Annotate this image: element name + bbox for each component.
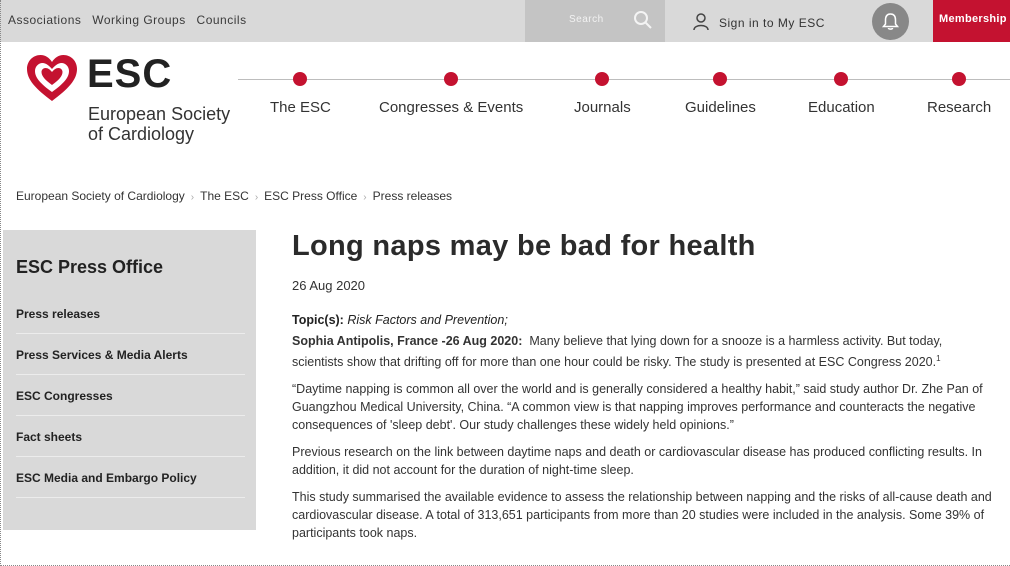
paragraph-1 (292, 332, 997, 371)
chevron-right-icon: › (190, 192, 195, 203)
sidebar-item-fact-sheets[interactable]: Fact sheets (16, 416, 245, 457)
nav-label: Guidelines (685, 99, 756, 116)
topics-value[interactable]: Risk Factors and Prevention; (347, 313, 508, 327)
nav-dot (834, 72, 848, 86)
chevron-right-icon: › (254, 192, 259, 203)
nav-dot (595, 72, 609, 86)
article-dateline: Sophia Antipolis, France -26 Aug 2020: (292, 334, 523, 348)
sign-in-link[interactable] (693, 13, 825, 31)
associations-link[interactable]: Associations (8, 13, 82, 27)
nav-dot (293, 72, 307, 86)
article-topics (292, 313, 997, 327)
utility-links (8, 13, 254, 27)
utility-bar (0, 0, 1010, 42)
sidebar (3, 230, 256, 530)
search-input[interactable]: Search (569, 14, 604, 25)
paragraph-3: Previous research on the link between daytime naps and death or cardiovascular disease has produced conflicting results. In addition, it did not account for the duration of night-time sleep. (292, 445, 982, 478)
nav-item-research[interactable] (927, 72, 991, 116)
membership-button[interactable]: Membership (933, 0, 1010, 42)
sidebar-item-press-services[interactable]: Press Services & Media Alerts (16, 334, 245, 375)
logo-line-1: European Society (88, 104, 231, 124)
sidebar-item-media-embargo-policy[interactable]: ESC Media and Embargo Policy (16, 457, 245, 498)
nav-dot (444, 72, 458, 86)
breadcrumb-press-office[interactable]: ESC Press Office (264, 189, 358, 203)
sidebar-item-esc-congresses[interactable]: ESC Congresses (16, 375, 245, 416)
logo-line-2: of Cardiology (88, 124, 195, 144)
search-icon[interactable] (633, 10, 653, 35)
nav-label: The ESC (270, 99, 331, 116)
article-date: 26 Aug 2020 (292, 278, 366, 293)
nav-item-journals[interactable] (574, 72, 631, 116)
nav-item-congresses-events[interactable] (379, 72, 523, 116)
chevron-right-icon: › (363, 192, 367, 203)
breadcrumb-the-esc[interactable]: The ESC (200, 189, 249, 203)
sidebar-menu (16, 293, 245, 498)
nav-dot (952, 72, 966, 86)
topics-label: Topic(s): (292, 313, 344, 327)
nav-label: Congresses & Events (379, 99, 524, 116)
breadcrumb (16, 189, 452, 203)
breadcrumb-press-releases[interactable]: Press releases (372, 189, 453, 203)
nav-dot (713, 72, 727, 86)
notifications-button[interactable] (872, 3, 909, 40)
bell-icon (881, 12, 900, 31)
footnote-ref[interactable]: 1 (936, 354, 941, 363)
nav-item-guidelines[interactable] (685, 72, 756, 116)
paragraph-2: “Daytime napping is common all over the world and is generally considered a healthy habit,” said study author Dr. Zhe Pan of Guangzhou Medical University, China. “A common view is that napping improves performance and counteracts the negative consequences of 'sleep debt'. Our study challenges these widely held opinions.” (292, 382, 983, 433)
nav-item-education[interactable] (808, 72, 875, 116)
page-title: Long naps may be bad for health (292, 230, 756, 262)
logo-abbreviation: ESC (87, 52, 173, 96)
councils-link[interactable]: Councils (196, 13, 247, 27)
article (292, 230, 997, 542)
user-icon (693, 13, 709, 31)
paragraph-4: This study summarised the available evidence to assess the relationship between napping and the risks of all-cause death and cardiovascular disease. A total of 313,651 participants from more than 20 studies were included in the analysis. Some 39% of participants took naps. (292, 490, 992, 541)
nav-label: Research (927, 99, 992, 116)
sign-in-label: Sign in to My ESC (719, 16, 825, 30)
nav-label: Journals (574, 99, 631, 116)
working-groups-link[interactable]: Working Groups (92, 13, 186, 27)
breadcrumb-home[interactable]: European Society of Cardiology (16, 189, 185, 203)
sidebar-title: ESC Press Office (16, 257, 164, 277)
paragraph-1-text: Many believe that lying down for a snooze is a harmless activity. But today, scientists show that drifting off for more than one hour could be risky. The study is presented at ESC Congress 2020. (292, 334, 943, 370)
search-box[interactable] (525, 0, 665, 42)
sidebar-item-press-releases[interactable]: Press releases (16, 293, 245, 334)
nav-item-the-esc[interactable] (270, 72, 331, 116)
logo-full-name (88, 104, 248, 144)
nav-label: Education (808, 99, 875, 116)
heart-logo-icon (26, 54, 78, 104)
